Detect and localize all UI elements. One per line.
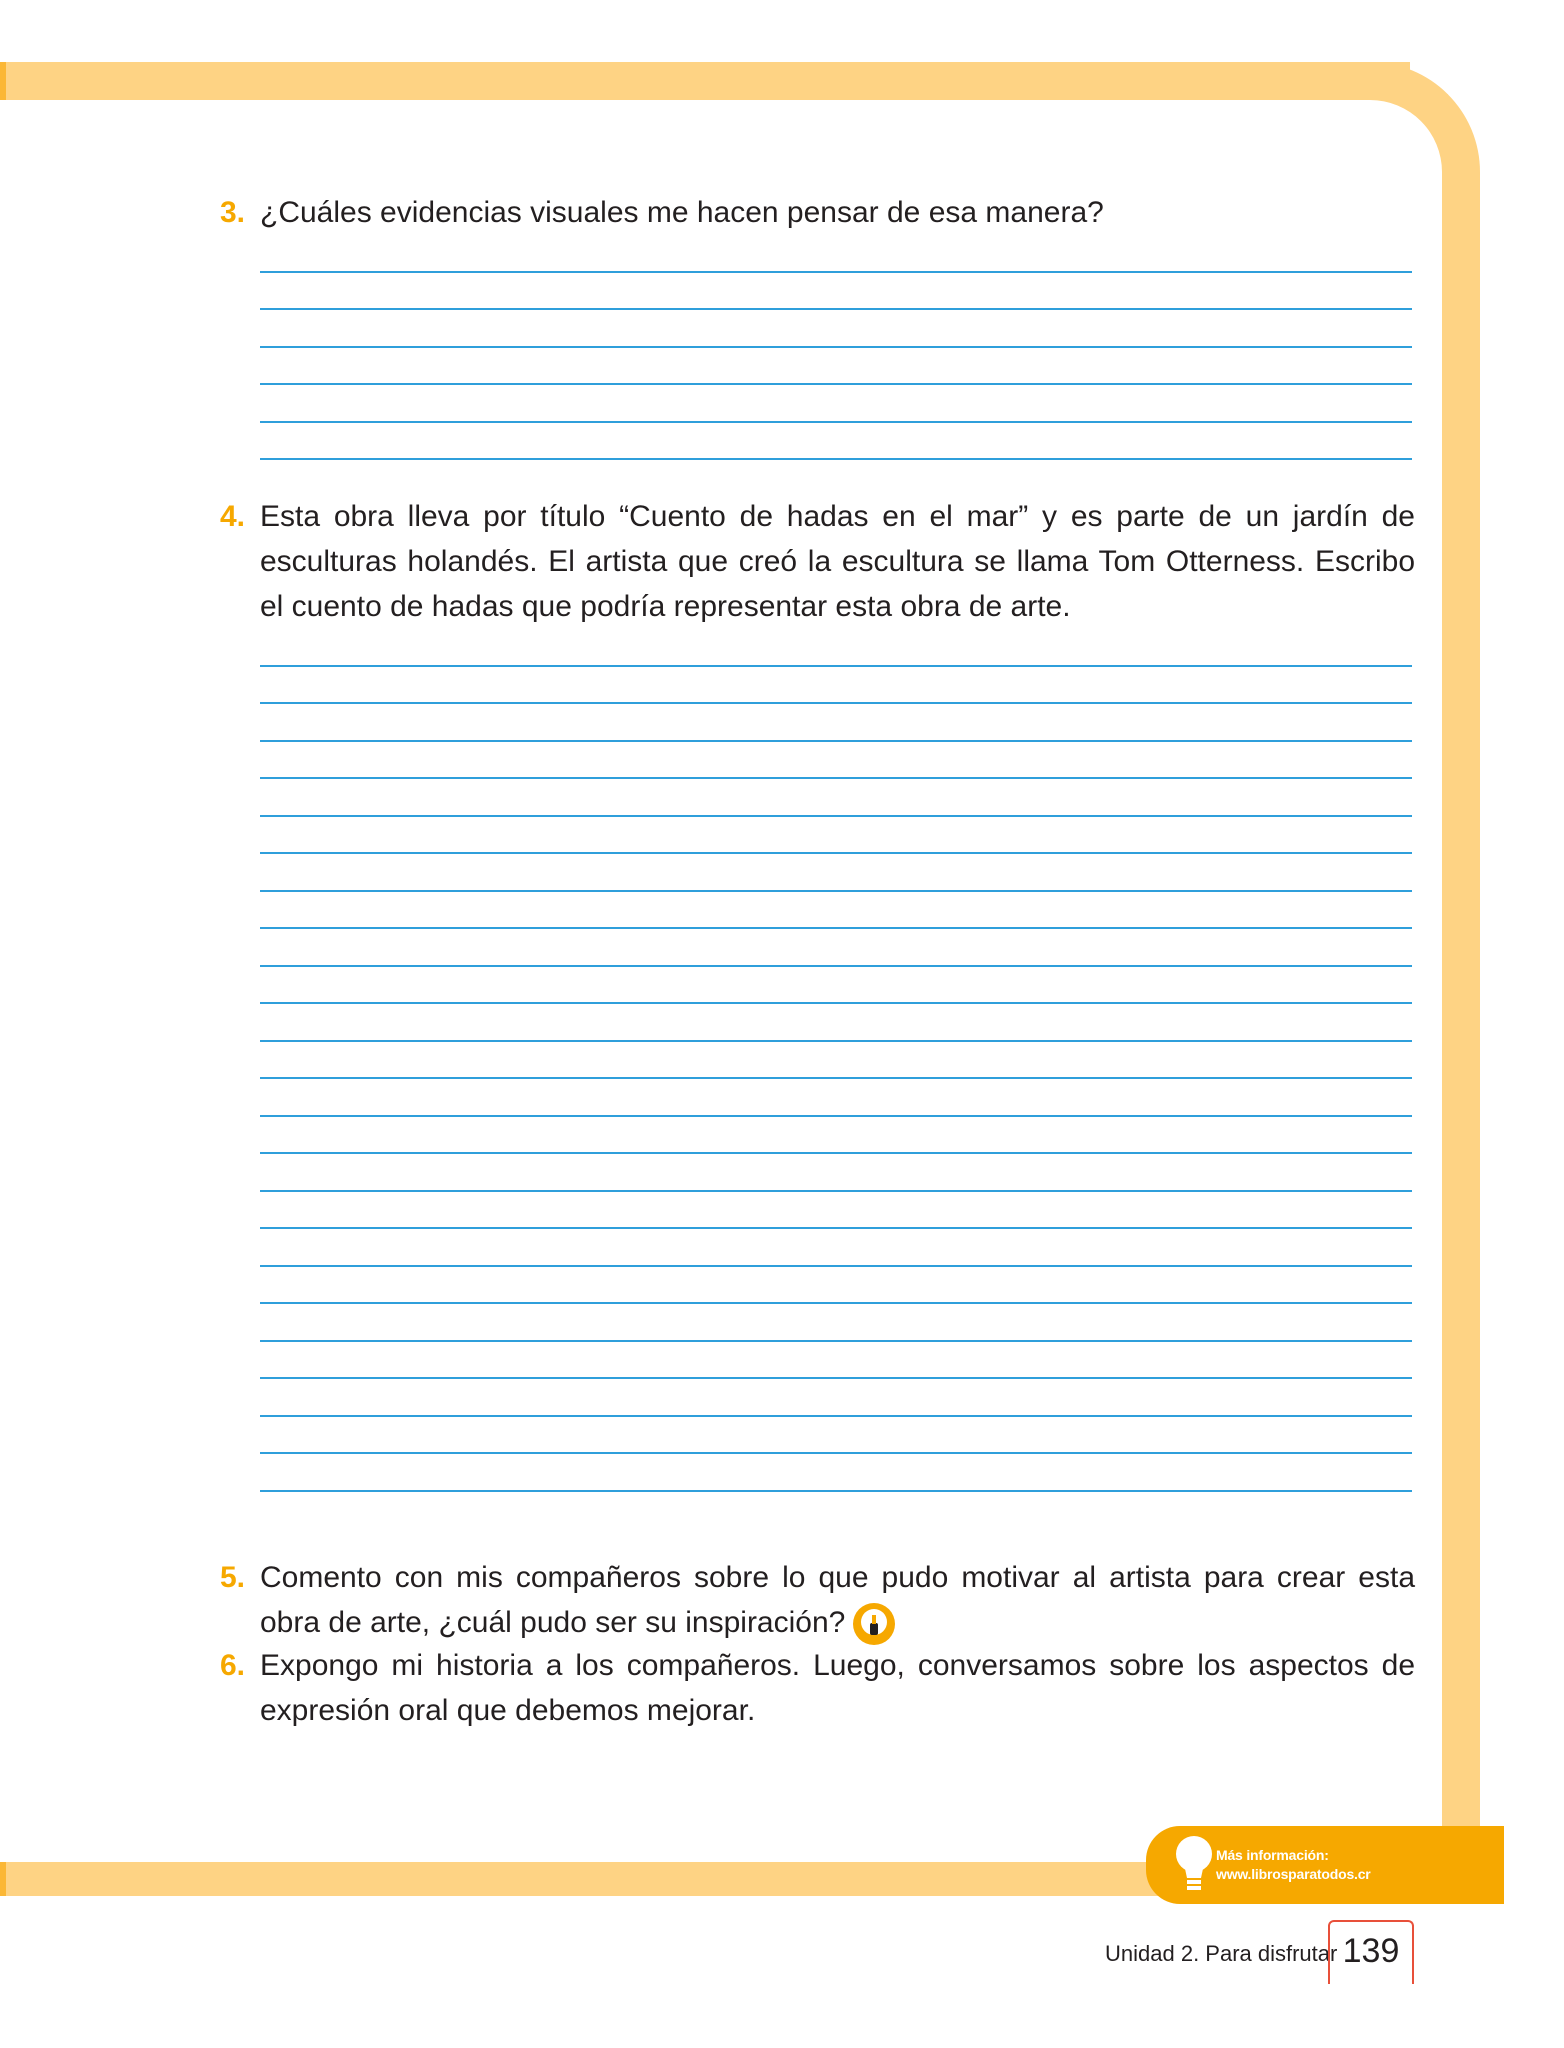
question-text: Esta obra lleva por título “Cuento de hadas en el mar” y es parte de un jardín de esculturas holandés. El artista que creó la escultura se llama Tom Otterness. Escribo el cuento de hadas que podría representar esta obra de arte. <box>260 500 1415 623</box>
top-border-edge <box>0 62 6 100</box>
answer-line[interactable] <box>260 1154 1412 1192</box>
answer-line[interactable] <box>260 929 1412 967</box>
top-border <box>0 62 1410 100</box>
answer-line[interactable] <box>260 1379 1412 1417</box>
question-number: 6. <box>220 1649 246 1682</box>
bottom-border <box>0 1862 1160 1896</box>
right-border <box>1442 190 1480 1830</box>
answer-line[interactable] <box>260 967 1412 1005</box>
question-number: 3. <box>220 196 246 229</box>
answer-line[interactable] <box>260 273 1412 311</box>
answer-line[interactable] <box>260 1042 1412 1080</box>
lightbulb-icon <box>851 1601 897 1647</box>
answer-line[interactable] <box>260 1229 1412 1267</box>
answer-line[interactable] <box>260 892 1412 930</box>
page-number: 139 <box>1342 1932 1400 1970</box>
question-4 <box>220 494 1415 1492</box>
answer-line[interactable] <box>260 1417 1412 1455</box>
more-info-label: Más información: <box>1216 1847 1329 1863</box>
question-6 <box>220 1643 1415 1733</box>
answer-line[interactable] <box>260 1004 1412 1042</box>
question-3 <box>220 190 1415 460</box>
answer-lines-q4[interactable] <box>260 629 1412 1492</box>
question-text: ¿Cuáles evidencias visuales me hacen pensar de esa manera? <box>260 196 1104 229</box>
unit-label: Unidad 2. Para disfrutar <box>1105 1941 1338 1966</box>
more-info-tab[interactable] <box>1146 1826 1504 1904</box>
answer-line[interactable] <box>260 1454 1412 1492</box>
answer-line[interactable] <box>260 423 1412 461</box>
answer-line[interactable] <box>260 235 1412 273</box>
answer-line[interactable] <box>260 1192 1412 1230</box>
answer-line[interactable] <box>260 817 1412 855</box>
answer-line[interactable] <box>260 1342 1412 1380</box>
question-number: 5. <box>220 1561 246 1594</box>
question-text: Expongo mi historia a los compañeros. Luego, conversamos sobre los aspectos de expresión oral que debemos mejorar. <box>260 1649 1415 1727</box>
answer-lines-q3[interactable] <box>260 235 1412 460</box>
answer-line[interactable] <box>260 1304 1412 1342</box>
answer-line[interactable] <box>260 348 1412 386</box>
page-number-box <box>1328 1920 1414 1984</box>
more-info-link[interactable]: www.librosparatodos.cr <box>1216 1866 1371 1882</box>
question-number: 4. <box>220 500 246 533</box>
answer-line[interactable] <box>260 779 1412 817</box>
answer-line[interactable] <box>260 385 1412 423</box>
answer-line[interactable] <box>260 629 1412 667</box>
answer-line[interactable] <box>260 1267 1412 1305</box>
answer-line[interactable] <box>260 1079 1412 1117</box>
answer-line[interactable] <box>260 854 1412 892</box>
answer-line[interactable] <box>260 310 1412 348</box>
question-text: Comento con mis compañeros sobre lo que pudo motivar al artista para crear esta obra de arte, ¿cuál pudo ser su inspiración? <box>260 1561 1415 1639</box>
answer-line[interactable] <box>260 1117 1412 1155</box>
corner-border <box>1340 62 1480 202</box>
answer-line[interactable] <box>260 667 1412 705</box>
question-5 <box>220 1555 1415 1647</box>
answer-line[interactable] <box>260 704 1412 742</box>
answer-line[interactable] <box>260 742 1412 780</box>
lightbulb-icon <box>1174 1834 1214 1896</box>
bottom-border-edge <box>0 1862 6 1896</box>
